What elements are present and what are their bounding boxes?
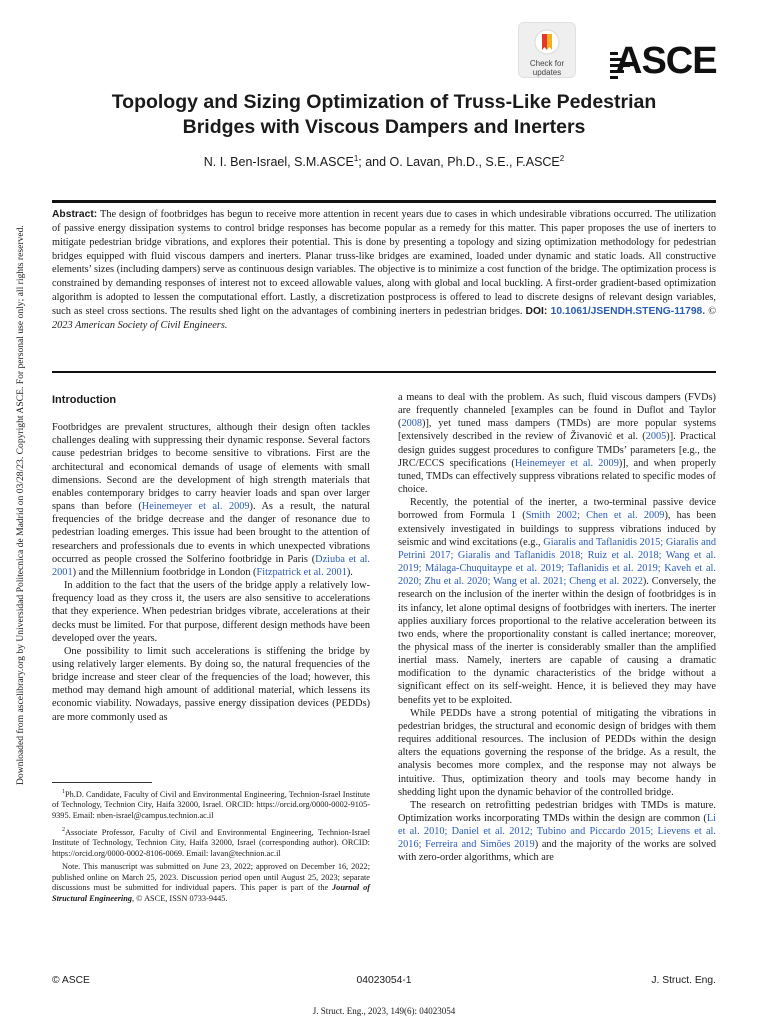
citation-link[interactable]: 2008 [401, 418, 423, 430]
paragraph: a means to deal with the problem. As such, fluid viscous dampers (FVDs) are frequently channeled [examples can be found in Duflot and Taylor (2008)], yet tuned mass dampers (TMDs) are more popular systems [extensively described in the review of Živanović et al. (2005)]. Practical design guides suggest procedures to configure TMDs’ parameters [e.g., the JRC/ECCS specifications (Heinemeyer et al. 2009)], and when properly tuned, TMDs can effectively suppress vibrations related to specific modes of choice. [398, 392, 716, 496]
footnotes [52, 787, 370, 907]
paragraph: Recently, the potential of the inerter, a two-terminal passive device borrowed from Formula 1 (Smith 2002; Chen et al. 2009), has been extensively investigated in buildings to suppress vibrations induced by seismic and wind excitations (e.g., Giaralis and Taflanidis 2015; Giaralis and Petrini 2017; Giaralis and Taflanidis 2018; Ruiz et al. 2018; Wang et al. 2019; Málaga-Chuquitaype et al. 2019; Taflanidis et al. 2019; Kaveh et al. 2020; Zhu et al. 2020; Wang et al. 2021; Cheng et al. 2022). Conversely, the research on the inclusion of the inerter within the design of footbridges is in its infancy, let alone optimal designs of footbridges with inerters. The inerter applies auxiliary forces proportional to the relative acceleration between its two ends, where the proportionality constant is called inertance; moreover, the physical mass of the inerter is considerably smaller than the amplified inertial mass. Namely, inerters are capable of causing a dramatic modification to the dynamic characteristics of the bridge without a significant effect on its self-weight. Hence, it is believed they may have benefits yet to be exploited. [398, 497, 717, 706]
citation-link[interactable]: Heinemeyer et al. 2009 [141, 501, 250, 513]
footnote-2: $^2$Associate Professor, Faculty of Civil and Environmental Engineering, Technion-Israel Institute of Technology, Technion City, Haifa 32000, Israel (corresponding author). ORCID: https://orcid.org/0000-0002-8106-0069. Email: lavan@technion.ac.il [52, 826, 370, 858]
citation-link[interactable]: Giaralis and Taflanidis 2015; Giaralis and Petrini 2017; Giaralis and Taflanidis 2018; Ruiz et al. 2018; Wang et al. 2019; Málaga-Chuquitaype et al. 2019; Taflanidis et al. 2019; Kaveh et al. 2020; Zhu et al. 2020; Wang et al. 2021; Cheng et al. 2022 [398, 536, 716, 588]
citation-link[interactable]: Heinemeyer et al. 2009 [514, 457, 619, 469]
footnote-1: $^1$Ph.D. Candidate, Faculty of Civil and Environmental Engineering, Technion-Israel Institute of Technology, Technion City, Haifa 32000, Israel. ORCID: https://orcid.org/0000-0002-9105-9395. Email: nben-israel@campus.technion.ac.il [52, 789, 370, 820]
check-for-updates-badge[interactable] [518, 22, 576, 78]
author-2-affil[interactable]: 2 [559, 154, 565, 163]
doi-label: DOI: [525, 305, 548, 317]
journal-name: Journal of Structural Engineering [52, 883, 370, 903]
footnote-rule [52, 782, 152, 783]
citation-link[interactable]: Smith 2002; Chen et al. 2009 [525, 510, 665, 522]
paragraph: One possibility to limit such accelerations is stiffening the bridge by using relatively larger elements. By doing so, the natural frequencies of the bridge increase and steer clear of the frequencies of the load; however, this method may demand high amount of additional material, which lessens its economic viability. Nowadays, passive energy dissipation devices (PEDDs) are more commonly used as [52, 645, 370, 723]
download-notice: Downloaded from ascelibrary.org by Universidad Politecnica de Madrid on 03/28/23. Copyright ASCE. For personal use only; all rights reserved. [15, 225, 26, 785]
bookmark-ribbon-icon [534, 29, 560, 55]
title-line-2: Bridges with Viscous Dampers and Inerters [182, 116, 586, 138]
paragraph: Footbridges are prevalent structures, although their design often tackles challenges dealing with suppressing their dynamic response. Several factors cause pedestrian bridges to become sensitive to vibrations. First are the architectural and economical demands of usage of elements with small dimensions. Second are the development of high strength materials that enables contemporary bridges to carry heavier loads and span over larger spans than before (Heinemeyer et al. 2009). As a result, the natural frequencies of the bridge decrease and the danger of resonance due to pedestrian loading emerges. This issue had been brought to the attention of researchers and professionals due to events in which unexpected vibrations occurred as people crossed the Solferino footbridge in Paris (Dziuba et al. 2001) and the Millennium footbridge in London (Fitzpatrick et al. 2001). [52, 422, 370, 578]
author-1: N. I. Ben-Israel, S.M.ASCE [203, 155, 354, 170]
paragraph: The research on retrofitting pedestrian bridges with TMDs is mature. Optimization works incorporating TMDs within the design are common (Li et al. 2010; Daniel et al. 2012; Tubino and Piccardo 2015; Lievens et al. 2016; Ferreira and Simões 2019) and the majority of the works are solved with zero-order algorithms, which are [398, 799, 716, 864]
doi-link[interactable]: 10.1061/JSENDH.STENG-11798. [547, 305, 706, 317]
abstract [52, 208, 716, 333]
citation-link[interactable]: 2005 [645, 431, 667, 443]
paper-title [40, 90, 728, 140]
footer-citation: J. Struct. Eng., 2023, 149(6): 04023054 [312, 1006, 456, 1016]
badge-line-2: updates [532, 67, 562, 77]
citation-link[interactable]: Li et al. 2010; Daniel et al. 2012; Tubino and Piccardo 2015; Lievens et al. 2016; Ferreira and Simões 2019 [398, 813, 716, 851]
author-1-affil[interactable]: 1 [353, 154, 359, 163]
citation-link[interactable]: Fitzpatrick et al. 2001 [256, 566, 347, 578]
left-column [52, 394, 370, 724]
paragraph: While PEDDs have a strong potential of mitigating the vibrations in pedestrian bridges, the structural and economic design of bridges with them requires additional resources. The inclusion of PEDDs within the design alters the equations governing the response of the bridge. As a result, the analysis becomes more complex, and the response may not always be intuitive. Thus, optimization theory and tools may become handy in shedding light upon the dynamic behavior of the controlled bridge. [398, 707, 716, 798]
manuscript-note: Note. This manuscript was submitted on June 23, 2022; approved on December 16, 2022; published online on March 25, 2023. Discussion period open until August 25, 2023; separate discussions must be submitted for individual papers. This paper is part of the Journal of Structural Engineering, © ASCE, ISSN 0733-9445. [52, 862, 370, 903]
abstract-top-rule [52, 200, 716, 203]
abstract-bottom-rule [52, 371, 716, 373]
asce-logo-text: ASCE [615, 40, 717, 82]
right-column [398, 391, 716, 865]
footer-copyright: © ASCE [52, 975, 90, 986]
footer-journal: J. Struct. Eng. [651, 975, 716, 986]
author-2: ; and O. Lavan, Ph.D., S.E., F.ASCE [358, 155, 560, 170]
asce-logo [610, 40, 718, 82]
paragraph: In addition to the fact that the users of the bridge apply a relatively low-frequency load as they cross it, the users are also sensitive to accelerations that they experience. When pedestrian bridges vibrate, accelerations at their decks must be limited. For that purpose, different design methods have been developed over the years. [52, 580, 370, 644]
section-heading-introduction: Introduction [52, 394, 117, 406]
abstract-text: The design of footbridges has begun to receive more attention in recent years due to cases in which undesirable vibrations occurred. The utilization of passive energy dissipation systems to control bridge responses has become popular as a remedy for this matter. This paper proposes the use of inerters to mitigate pedestrian bridge vibrations, and explores their potential. This is done by presenting a topology and sizing optimization methodology for pedestrian bridges equipped with fluid viscous dampers and inerters. Planar truss-like bridges are examined, loaded under dynamic and static loads. All constructive elements’ sizes (including dampers) serve as continuous design variables. The objective is to minimize a cost function of the bridge. The optimization process is constrained by demanding responses of interest not to exceed allowable values, along with global and local buckling. A first-order gradient-based optimization algorithm is adopted to lessen the computational effort. Lastly, a discretization postprocess is offered to lead to discrete designs of relevant design variables, such as steel cross sections. The results shed light on the advantages of combining inerters in pedestrian bridges. [52, 209, 716, 317]
title-line-1: Topology and Sizing Optimization of Truss-Like Pedestrian [111, 91, 657, 113]
abstract-label: Abstract: [52, 209, 98, 220]
badge-line-1: Check for [529, 59, 565, 68]
abstract-copyright: © 2023 American Society of Civil Engineers. [52, 305, 716, 331]
footer-article-number: 04023054-1 [356, 975, 412, 986]
citation-link[interactable]: Dziuba et al. 2001 [52, 553, 370, 578]
author-line [40, 154, 728, 169]
